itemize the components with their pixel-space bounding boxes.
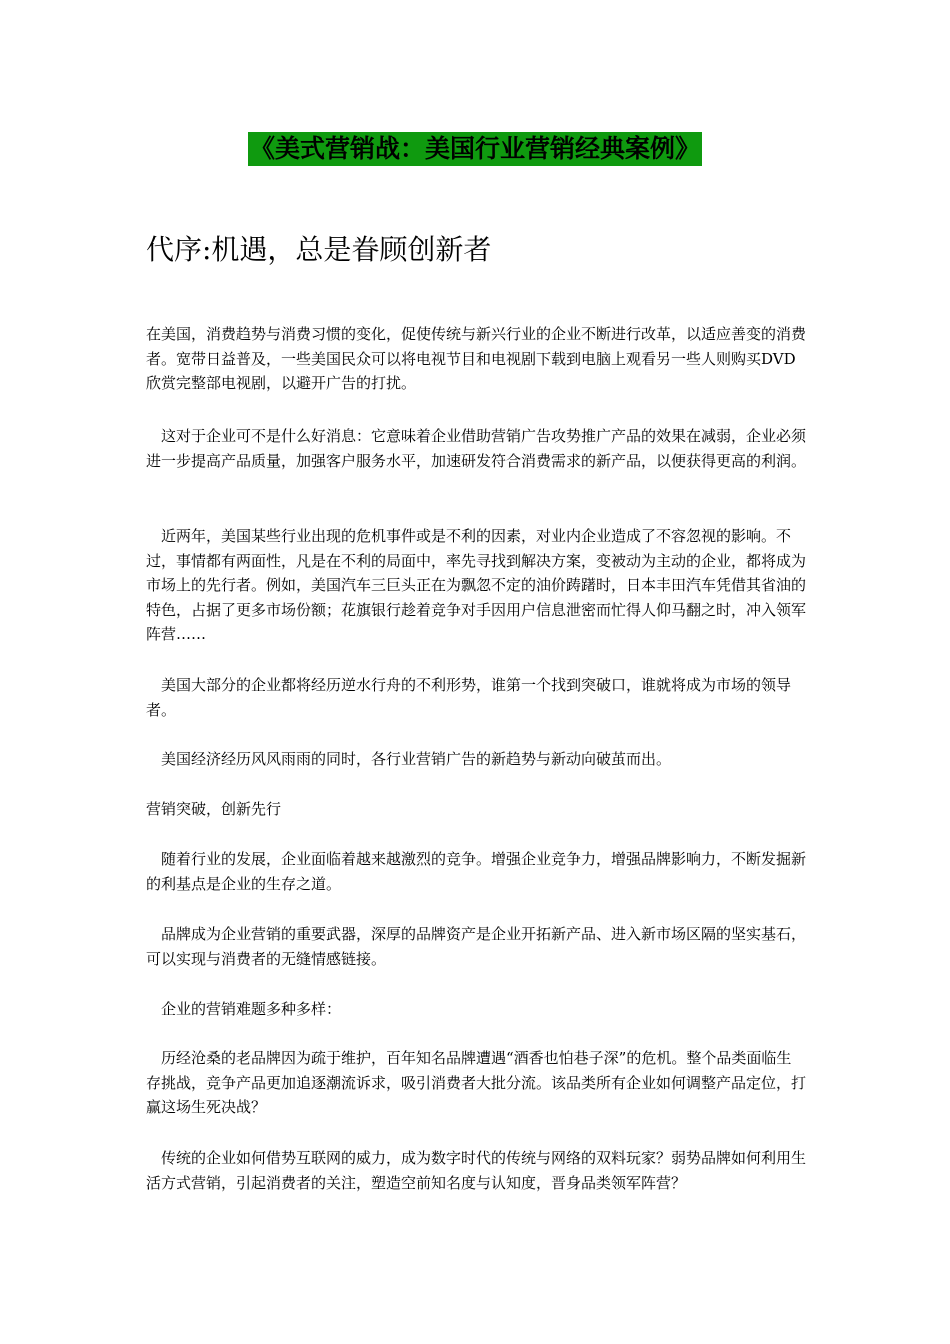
paragraph-1: 在美国，消费趋势与消费习惯的变化，促使传统与新兴行业的企业不断进行改革，以适应善变的消费者。宽带日益普及，一些美国民众可以将电视节目和电视剧下载到电脑上观看另一些人则购买DVD欣赏完整部电视剧，以避开广告的打扰。 (146, 325, 807, 393)
paragraph-8: 企业的营销难题多种多样： (161, 1000, 342, 1018)
paragraph-4: 美国大部分的企业都将经历逆水行舟的不利形势，谁第一个找到突破口，谁就将成为市场的领导者。 (146, 676, 792, 719)
paragraph-10: 传统的企业如何借势互联网的威力，成为数字时代的传统与网络的双料玩家？弱势品牌如何利用生活方式营销，引起消费者的关注，塑造空前知名度与认知度，晋身品类领军阵营？ (146, 1149, 807, 1192)
document-title: 《美式营销战：美国行业营销经典案例》 (248, 132, 702, 166)
section-heading: 营销突破，创新先行 (146, 800, 282, 818)
paragraph-7: 品牌成为企业营销的重要武器，深厚的品牌资产是企业开拓新产品、进入新市场区隔的坚实基石，可以实现与消费者的无缝情感链接。 (146, 925, 807, 968)
preface-heading: 代序:机遇，总是眷顾创新者 (146, 233, 492, 266)
paragraph-9: 历经沧桑的老品牌因为疏于维护，百年知名品牌遭遇“酒香也怕巷子深”的危机。整个品类面临生存挑战，竞争产品更加追逐潮流诉求，吸引消费者大批分流。该品类所有企业如何调整产品定位，打赢这场生死决战？ (146, 1049, 807, 1117)
paragraph-3: 近两年，美国某些行业出现的危机事件或是不利的因素，对业内企业造成了不容忽视的影响。不过，事情都有两面性，凡是在不利的局面中，率先寻找到解决方案，变被动为主动的企业，都将成为市场上的先行者。例如，美国汽车三巨头正在为飘忽不定的油价踌躇时，日本丰田汽车凭借其省油的特色，占据了更多市场份额；花旗银行趁着竞争对手因用户信息泄密而忙得人仰马翻之时，冲入领军阵营…… (146, 527, 807, 644)
paragraph-5: 美国经济经历风风雨雨的同时，各行业营销广告的新趋势与新动向破茧而出。 (161, 750, 672, 768)
paragraph-2: 这对于企业可不是什么好消息：它意味着企业借助营销广告攻势推广产品的效果在减弱，企业必须进一步提高产品质量，加强客户服务水平，加速研发符合消费需求的新产品，以便获得更高的利润。 (146, 427, 807, 470)
paragraph-6: 随着行业的发展，企业面临着越来越激烈的竞争。增强企业竞争力，增强品牌影响力，不断发掘新的利基点是企业的生存之道。 (146, 850, 807, 893)
title-container (0, 132, 950, 166)
